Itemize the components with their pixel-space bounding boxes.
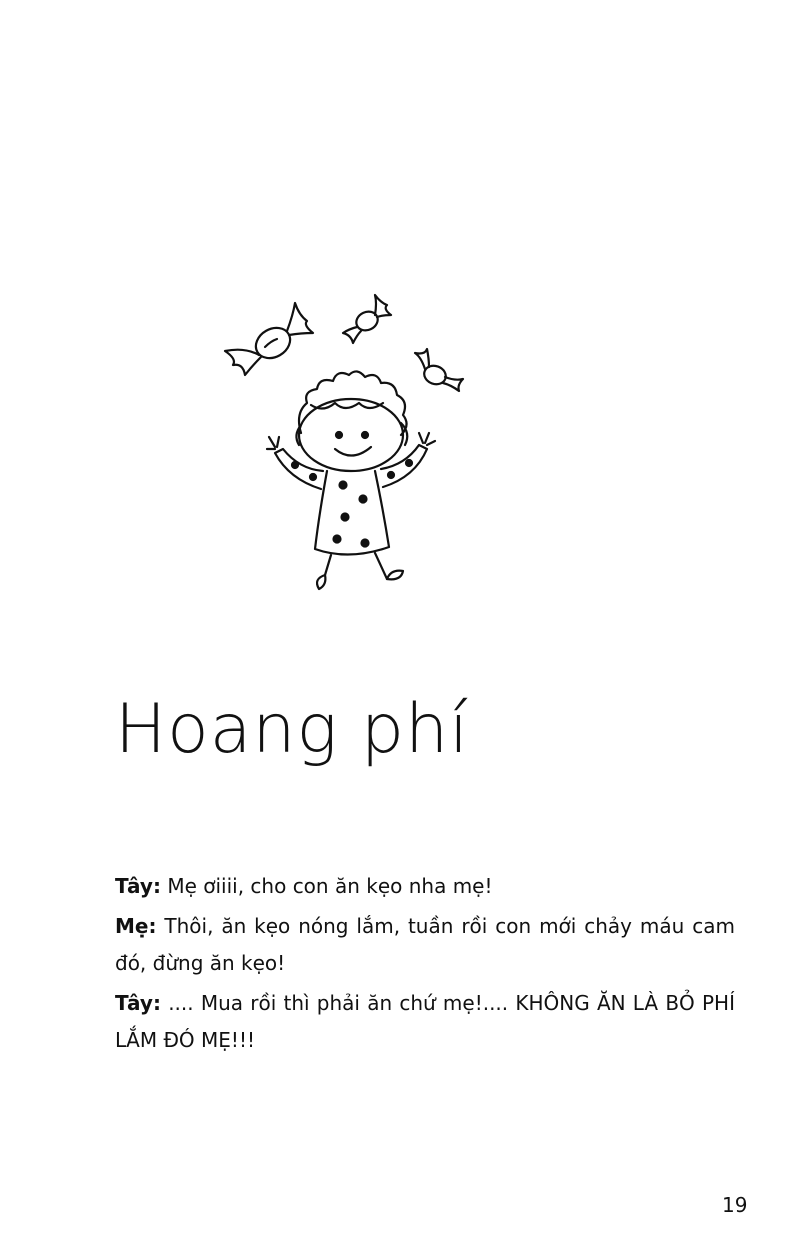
- child-with-candies-illustration: [215, 285, 475, 605]
- dialogue: [115, 868, 735, 1062]
- speaker-label: Mẹ:: [115, 914, 157, 938]
- speaker-label: Tây:: [115, 991, 161, 1015]
- dialogue-text: Mẹ ơiiii, cho con ăn kẹo nha mẹ!: [160, 874, 493, 898]
- child-legs: [317, 553, 403, 589]
- dialogue-line: [115, 868, 735, 905]
- child-arms: [267, 433, 435, 489]
- dialogue-text: .... Mua rồi thì phải ăn chứ mẹ!.... KHÔNG ĂN LÀ BỎ PHÍ LẮM ĐÓ MẸ!!!: [115, 991, 735, 1052]
- dialogue-text: Thôi, ăn kẹo nóng lắm, tuần rồi con mới chảy máu cam đó, đừng ăn kẹo!: [115, 914, 735, 975]
- dialogue-line: [115, 985, 735, 1059]
- candy-icon: [225, 303, 313, 375]
- page-number: 19: [722, 1193, 748, 1217]
- candy-icon: [415, 349, 463, 391]
- child-head: [296, 371, 407, 471]
- candy-icon: [343, 295, 391, 343]
- page-title: Hoang phí: [115, 690, 470, 769]
- child-dress: [315, 471, 389, 555]
- speaker-label: Tây:: [115, 874, 161, 898]
- dialogue-line: [115, 908, 735, 982]
